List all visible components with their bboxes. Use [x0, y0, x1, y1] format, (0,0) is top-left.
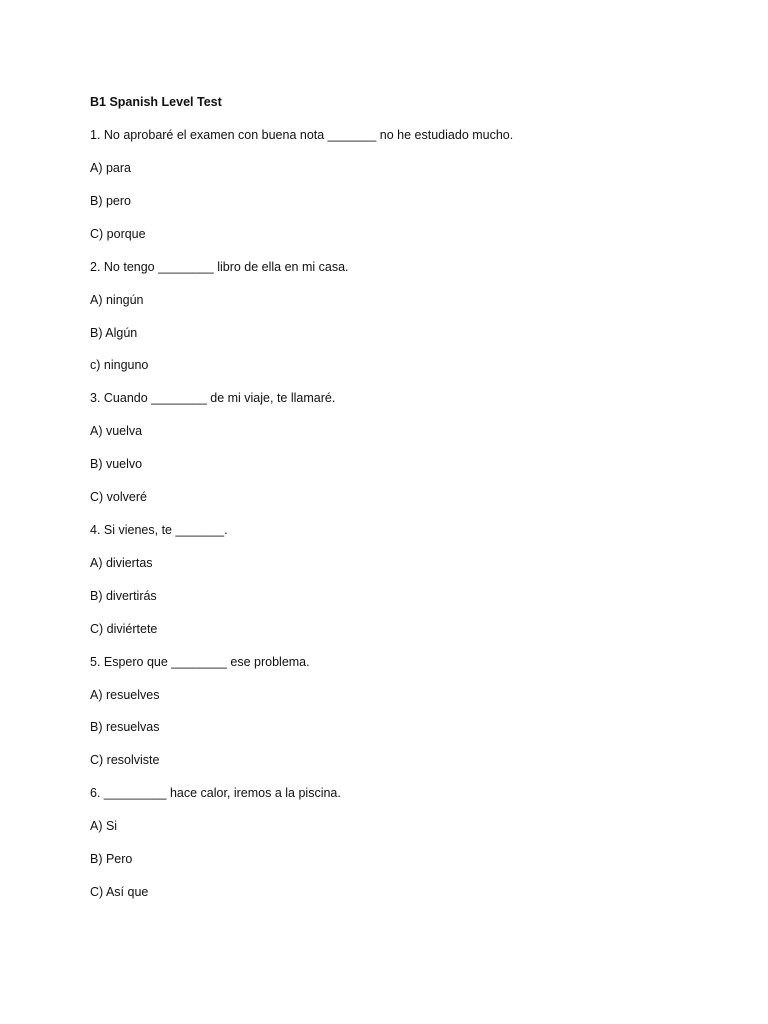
question-5-option-a: A) resuelves [90, 688, 160, 702]
question-6-option-b: B) Pero [90, 852, 133, 866]
question-2-prompt: 2. No tengo ________ libro de ella en mi casa. [90, 260, 349, 274]
question-3-option-c: C) volveré [90, 490, 147, 504]
question-1-option-c: C) porque [90, 227, 146, 241]
question-4-option-c: C) diviértete [90, 622, 158, 636]
question-1-prompt: 1. No aprobaré el examen con buena nota _______ no he estudiado mucho. [90, 128, 514, 142]
question-2-option-a: A) ningún [90, 293, 144, 307]
question-1-option-b: B) pero [90, 194, 131, 208]
question-6-prompt: 6. _________ hace calor, iremos a la piscina. [90, 786, 341, 800]
question-5-option-c: C) resolviste [90, 753, 160, 767]
question-1-option-a: A) para [90, 161, 131, 175]
question-4-option-a: A) diviertas [90, 556, 153, 570]
question-5-prompt: 5. Espero que ________ ese problema. [90, 655, 310, 669]
question-3-option-a: A) vuelva [90, 424, 143, 438]
question-4-prompt: 4. Si vienes, te _______. [90, 523, 228, 537]
question-4-option-b: B) divertirás [90, 589, 157, 603]
question-6-option-c: C) Así que [90, 885, 149, 899]
question-3-prompt: 3. Cuando ________ de mi viaje, te llamaré. [90, 391, 336, 405]
question-3-option-b: B) vuelvo [90, 457, 143, 471]
question-2-option-c: c) ninguno [90, 358, 149, 372]
question-6-option-a: A) Si [90, 819, 118, 833]
document-title: B1 Spanish Level Test [90, 95, 222, 109]
question-5-option-b: B) resuelvas [90, 720, 160, 734]
question-2-option-b: B) Algún [90, 326, 138, 340]
